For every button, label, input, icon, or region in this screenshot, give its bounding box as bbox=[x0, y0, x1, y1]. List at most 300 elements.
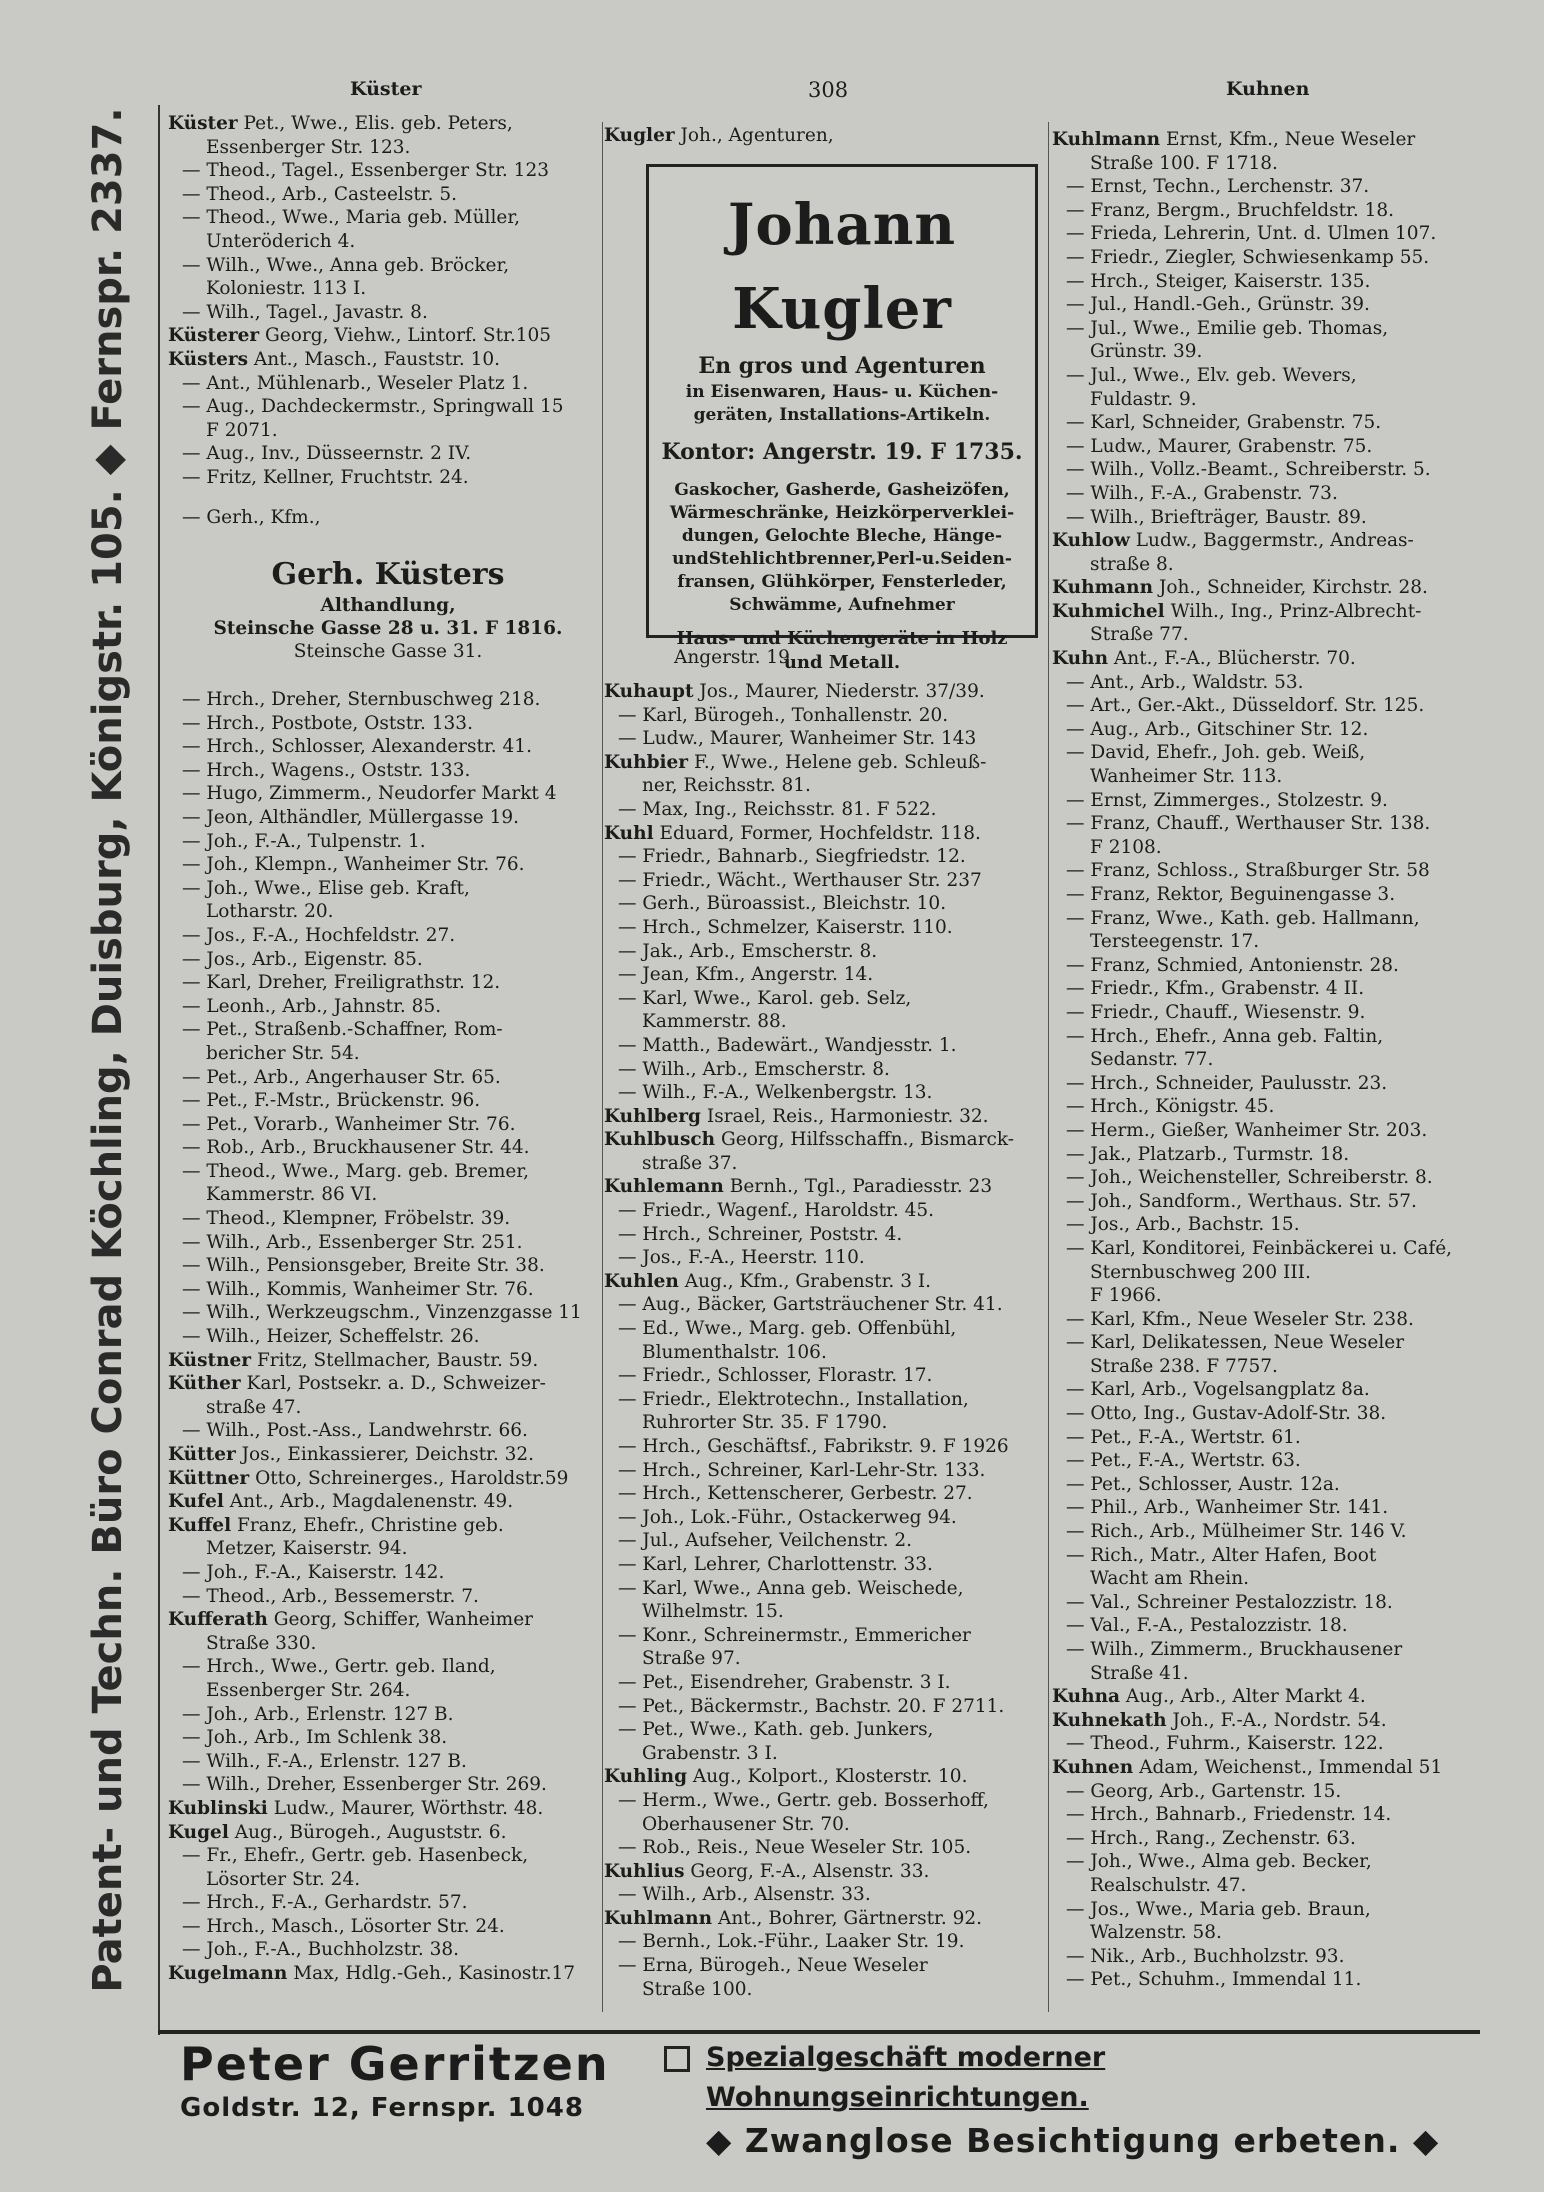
entry bbox=[168, 466, 608, 490]
entry: F 2108. bbox=[1090, 836, 1162, 858]
entry bbox=[168, 1372, 608, 1396]
entry bbox=[604, 727, 1044, 751]
entry-text: — Theod., Wwe., Maria geb. Müller, bbox=[182, 207, 521, 229]
entry-text: — Jean, Kfm., Angerstr. 14. bbox=[618, 964, 874, 986]
ad-line: En gros und Agenturen bbox=[698, 353, 986, 379]
entry: Sedanstr. 77. bbox=[1090, 1049, 1214, 1071]
entry-text: — Hrch., Postbote, Oststr. 133. bbox=[182, 712, 473, 734]
entry-text: — Wilh., F.-A., Grabenstr. 73. bbox=[1066, 482, 1338, 504]
entry bbox=[604, 1553, 1044, 1577]
entry-text: — Joh., Klempn., Wanheimer Str. 76. bbox=[182, 854, 525, 876]
entry bbox=[1052, 175, 1522, 199]
entry bbox=[1052, 1968, 1522, 1992]
entry-text: — Pet., Eisendreher, Grabenstr. 3 I. bbox=[618, 1671, 951, 1693]
entry-text: — Val., Schreiner Pestalozzistr. 18. bbox=[1066, 1591, 1393, 1613]
entry bbox=[1052, 1473, 1522, 1497]
entry-text: — Matth., Badewärt., Wandjesstr. 1. bbox=[618, 1034, 957, 1056]
entry: Straße 100. F 1718. bbox=[1090, 152, 1278, 174]
ad-line: Steinsche Gasse 28 u. 31. F 1816. bbox=[213, 618, 563, 639]
entry bbox=[168, 254, 608, 278]
gerh-kuesters-ad bbox=[168, 556, 608, 664]
entry-text: — Hrch., Dreher, Sternbuschweg 218. bbox=[182, 689, 541, 710]
entry-text: — Joh., F.-A., Buchholzstr. 38. bbox=[182, 1939, 460, 1961]
entry bbox=[1052, 1426, 1522, 1450]
entry bbox=[604, 704, 1044, 728]
entry-text: — Hrch., Königstr. 45. bbox=[1066, 1096, 1275, 1118]
ad-body-line: Schwämme, Aufnehmer bbox=[729, 595, 955, 615]
entry bbox=[1052, 812, 1522, 836]
entry-text: — Jak., Arb., Emscherstr. 8. bbox=[618, 940, 878, 962]
ad-line: Steinsche Gasse 31. bbox=[293, 641, 483, 662]
entry-text: — Hrch., Schmelzer, Kaiserstr. 110. bbox=[618, 916, 953, 938]
entry-text: — Hrch., Kettenscherer, Gerbestr. 27. bbox=[618, 1483, 973, 1505]
entry bbox=[168, 1419, 608, 1443]
entry bbox=[1052, 435, 1522, 459]
entry-text: — Hrch., Wwe., Gertr. geb. Iland, bbox=[182, 1656, 496, 1678]
entry bbox=[604, 680, 1044, 704]
entry bbox=[604, 1293, 1044, 1317]
entry bbox=[1052, 1732, 1522, 1756]
ad-line: Spezialgeschäft moderner Wohnungseinrichtungen. bbox=[706, 2042, 1106, 2113]
entry-text: — Theod., Wwe., Marg. geb. Bremer, bbox=[182, 1160, 530, 1182]
entry bbox=[1052, 907, 1522, 931]
column-2-after-ad bbox=[604, 646, 1044, 670]
surname: Kuhlemann bbox=[604, 1176, 724, 1198]
entry bbox=[1052, 718, 1522, 742]
entry: Angerstr. 19. bbox=[674, 647, 796, 668]
entry bbox=[168, 853, 608, 877]
entry-text: — Hrch., Rang., Zechenstr. 63. bbox=[1066, 1827, 1356, 1849]
entry bbox=[1052, 458, 1522, 482]
entry: Straße 100. bbox=[642, 1978, 753, 2000]
entry-text: — Pet., Bäckermstr., Bachstr. 20. F 2711. bbox=[618, 1695, 1005, 1717]
entry-text: Jos., Maurer, Niederstr. 37/39. bbox=[699, 681, 985, 702]
entry-text: — Theod., Fuhrm., Kaiserstr. 122. bbox=[1066, 1733, 1384, 1755]
entry-text: — Gerh., Kfm., bbox=[182, 506, 321, 528]
entry-text: — Val., F.-A., Pestalozzistr. 18. bbox=[1066, 1615, 1348, 1637]
entry-text: — Hugo, Zimmerm., Neudorfer Markt 4 bbox=[182, 783, 557, 805]
surname: Kugel bbox=[168, 1821, 229, 1843]
entry bbox=[1052, 883, 1522, 907]
entry bbox=[1052, 1308, 1522, 1332]
entry: Wacht am Rhein. bbox=[1090, 1568, 1249, 1590]
entry-text: Ant., Masch., Fauststr. 10. bbox=[253, 348, 501, 370]
entry-text: Georg, Schiffer, Wanheimer bbox=[273, 1609, 534, 1631]
surname: Küsters bbox=[168, 348, 249, 370]
surname: Kütter bbox=[168, 1444, 236, 1465]
entry-text: — Pet., Straßenb.-Schaffner, Rom- bbox=[182, 1019, 503, 1041]
entry: Straße 330. bbox=[206, 1632, 317, 1654]
entry: Koloniestr. 113 I. bbox=[206, 278, 367, 300]
entry-text: — Friedr., Bahnarb., Siegfriedstr. 12. bbox=[618, 846, 966, 868]
entry-text: — Bernh., Lok.-Führ., Laaker Str. 19. bbox=[618, 1931, 965, 1953]
entry-text: — Gerh., Büroassist., Bleichstr. 10. bbox=[618, 893, 947, 915]
entry bbox=[168, 372, 608, 396]
entry: Lösorter Str. 24. bbox=[206, 1868, 361, 1890]
entry-text: — Fr., Ehefr., Gertr. geb. Hasenbeck, bbox=[182, 1845, 529, 1867]
column-1-top bbox=[168, 112, 608, 529]
surname: Kuhling bbox=[604, 1766, 688, 1788]
entry bbox=[168, 1254, 608, 1278]
entry-text: — Karl, Wwe., Karol. geb. Selz, bbox=[618, 987, 912, 1009]
entry-text: — Joh., F.-A., Tulpenstr. 1. bbox=[182, 830, 426, 852]
surname: Küster bbox=[168, 113, 238, 134]
entry bbox=[1052, 1898, 1522, 1922]
entry: Walzenstr. 58. bbox=[1090, 1922, 1222, 1944]
entry-text: — Pet., F.-Mstr., Brückenstr. 96. bbox=[182, 1090, 481, 1112]
entry: bericher Str. 54. bbox=[206, 1042, 360, 1064]
entry-text: — Wilh., Arb., Emscherstr. 8. bbox=[618, 1058, 890, 1080]
entry bbox=[1052, 1850, 1522, 1874]
entry-text: — Wilh., Werkzeugschm., Vinzenzgasse 11 bbox=[182, 1302, 582, 1324]
entry: Unteröderich 4. bbox=[206, 230, 356, 252]
entry-text: Georg, Viehw., Lintorf. Str.105 bbox=[265, 325, 552, 347]
entry: Wanheimer Str. 113. bbox=[1090, 766, 1283, 788]
entry bbox=[168, 782, 608, 806]
entry bbox=[1052, 1213, 1522, 1237]
header-right: Kuhnen bbox=[1226, 78, 1310, 100]
entry bbox=[604, 1577, 1044, 1601]
entry-text: — Karl, Wwe., Anna geb. Weischede, bbox=[618, 1577, 964, 1599]
entry bbox=[168, 183, 608, 207]
entry-text: Aug., Bürogeh., Auguststr. 6. bbox=[234, 1821, 507, 1843]
entry-text: Pet., Wwe., Elis. geb. Peters, bbox=[243, 113, 513, 134]
entry-text: — Jos., Wwe., Maria geb. Braun, bbox=[1066, 1898, 1371, 1920]
entry-text: Joh., Schneider, Kirchstr. 28. bbox=[1158, 577, 1428, 599]
gerritzen-ad bbox=[180, 2036, 650, 2124]
entry bbox=[168, 1018, 608, 1042]
ad-kontor: Kontor: Angerstr. 19. F 1735. bbox=[661, 439, 1023, 465]
entry bbox=[168, 301, 608, 325]
entry-text: — Hrch., Geschäftsf., Fabrikstr. 9. F 1926 bbox=[618, 1436, 1009, 1457]
entry-text: — Hrch., Steiger, Kaiserstr. 135. bbox=[1066, 270, 1371, 292]
entry-text: Ludw., Maurer, Wörthstr. 48. bbox=[273, 1797, 544, 1819]
entry-text: Karl, Postsekr. a. D., Schweizer- bbox=[246, 1373, 546, 1395]
entry bbox=[1052, 1072, 1522, 1096]
entry bbox=[604, 1930, 1044, 1954]
entry bbox=[1052, 1520, 1522, 1544]
entry bbox=[604, 892, 1044, 916]
entry-text: — Wilh., F.-A., Erlenstr. 127 B. bbox=[182, 1750, 467, 1772]
entry-text: Ant., Bohrer, Gärtnerstr. 92. bbox=[717, 1907, 983, 1929]
entry-text: — Wilh., Dreher, Essenberger Str. 269. bbox=[182, 1774, 547, 1796]
entry bbox=[1052, 270, 1522, 294]
entry-text: — Pet., Schlosser, Austr. 12a. bbox=[1066, 1473, 1340, 1495]
entry bbox=[1052, 1119, 1522, 1143]
entry: ner, Reichsstr. 81. bbox=[642, 775, 811, 797]
entry-text: — Friedr., Wächt., Werthauser Str. 237 bbox=[618, 869, 982, 891]
entry bbox=[168, 806, 608, 830]
entry-text: — Rich., Arb., Mülheimer Str. 146 V. bbox=[1066, 1521, 1407, 1543]
entry bbox=[604, 1435, 1044, 1459]
entry-text: — Joh., Arb., Im Schlenk 38. bbox=[182, 1727, 448, 1749]
entry-text: — Jak., Platzarb., Turmstr. 18. bbox=[1066, 1143, 1350, 1165]
entry bbox=[168, 1136, 608, 1160]
entry bbox=[1052, 1449, 1522, 1473]
surname: Küther bbox=[168, 1373, 241, 1395]
entry bbox=[168, 348, 608, 372]
ad-line: geräten, Installations-Artikeln. bbox=[693, 405, 991, 425]
entry-text: — Wilh., Heizer, Scheffelstr. 26. bbox=[182, 1326, 480, 1348]
entry-text: — Karl, Delikatessen, Neue Weseler bbox=[1066, 1332, 1405, 1354]
entry-text: — Wilh., Kommis, Wanheimer Str. 76. bbox=[182, 1278, 534, 1300]
surname: Kuhn bbox=[1052, 648, 1109, 670]
entry bbox=[168, 1844, 608, 1868]
entry bbox=[604, 1388, 1044, 1412]
surname: Kuhmichel bbox=[1052, 600, 1165, 622]
entry-text: — Wilh., Tagel., Javastr. 8. bbox=[182, 301, 428, 323]
entry-text: — Fritz, Kellner, Fruchtstr. 24. bbox=[182, 466, 469, 488]
ad-name: Johann Kugler bbox=[727, 192, 957, 342]
entry-text: — Wilh., F.-A., Welkenbergstr. 13. bbox=[618, 1082, 933, 1104]
surname: Kuffel bbox=[168, 1514, 232, 1536]
ad-line: Haus- und Küchengeräte in Holz bbox=[676, 628, 1008, 649]
entry: straße 8. bbox=[1090, 553, 1174, 575]
entry bbox=[168, 1160, 608, 1184]
surname: Kuhlow bbox=[1052, 530, 1130, 552]
entry bbox=[604, 1246, 1044, 1270]
entry bbox=[604, 1364, 1044, 1388]
entry-text: — Aug., Dachdeckermstr., Springwall 15 bbox=[182, 396, 564, 418]
ad-address: Goldstr. 12, Fernspr. 1048 bbox=[180, 2093, 584, 2123]
entry bbox=[604, 1718, 1044, 1742]
entry bbox=[604, 869, 1044, 893]
entry-text: — Ant., Mühlenarb., Weseler Platz 1. bbox=[182, 372, 529, 394]
surname: Kublinski bbox=[168, 1797, 268, 1819]
entry bbox=[1052, 1190, 1522, 1214]
entry: Ruhrorter Str. 35. F 1790. bbox=[642, 1412, 888, 1434]
entry-text: — Karl, Dreher, Freiligrathstr. 12. bbox=[182, 972, 501, 994]
ad-line: und Metall. bbox=[783, 652, 901, 673]
entry bbox=[1052, 954, 1522, 978]
entry bbox=[604, 1175, 1044, 1199]
surname: Kuhlen bbox=[604, 1270, 679, 1292]
entry bbox=[1052, 1095, 1522, 1119]
entry-text: — Hrch., Schlosser, Alexanderstr. 41. bbox=[182, 736, 532, 758]
entry-text: — Franz, Wwe., Kath. geb. Hallmann, bbox=[1066, 907, 1420, 929]
entry-text: Wilh., Ing., Prinz-Albrecht- bbox=[1170, 600, 1422, 622]
entry-text: — Ed., Wwe., Marg. geb. Offenbühl, bbox=[618, 1318, 957, 1340]
entry bbox=[1052, 1638, 1522, 1662]
entry bbox=[1052, 529, 1522, 553]
entry: straße 47. bbox=[206, 1396, 302, 1418]
entry bbox=[604, 916, 1044, 940]
entry-text: Fritz, Stellmacher, Baustr. 59. bbox=[256, 1349, 539, 1371]
entry-text: — Hrch., Bahnarb., Friedenstr. 14. bbox=[1066, 1804, 1392, 1826]
entry-text: — Jul., Handl.-Geh., Grünstr. 39. bbox=[1066, 294, 1370, 316]
entry bbox=[604, 822, 1044, 846]
entry bbox=[168, 688, 608, 712]
entry: Straße 41. bbox=[1090, 1662, 1189, 1684]
ad-name: Peter Gerritzen bbox=[180, 2037, 610, 2091]
entry-text: — Karl, Bürogeh., Tonhallenstr. 20. bbox=[618, 704, 949, 726]
entry-text: — Friedr., Ziegler, Schwiesenkamp 55. bbox=[1066, 246, 1430, 268]
entry bbox=[604, 1081, 1044, 1105]
entry bbox=[168, 924, 608, 948]
entry-text: — Theod., Tagel., Essenberger Str. 123 bbox=[182, 160, 549, 182]
entry bbox=[168, 442, 608, 466]
entry bbox=[168, 877, 608, 901]
entry-text: — Theod., Arb., Bessemerstr. 7. bbox=[182, 1585, 479, 1607]
entry-text: — Jul., Wwe., Emilie geb. Thomas, bbox=[1066, 317, 1389, 339]
entry bbox=[1052, 1001, 1522, 1025]
entry bbox=[1052, 1614, 1522, 1638]
entry bbox=[1052, 246, 1522, 270]
entry bbox=[168, 1561, 608, 1585]
entry bbox=[168, 1655, 608, 1679]
entry-text: — Pet., Arb., Angerhauser Str. 65. bbox=[182, 1066, 501, 1088]
ad-line: Althandlung, bbox=[320, 595, 456, 616]
entry bbox=[1052, 506, 1522, 530]
entry bbox=[1052, 1378, 1522, 1402]
entry-text: — Rob., Reis., Neue Weseler Str. 105. bbox=[618, 1837, 972, 1859]
entry-text: — Otto, Ing., Gustav-Adolf-Str. 38. bbox=[1066, 1403, 1387, 1425]
entry-text: — Joh., Lok.-Führ., Ostackerweg 94. bbox=[618, 1506, 957, 1528]
entry-text: — Friedr., Chauff., Wiesenstr. 9. bbox=[1066, 1001, 1366, 1023]
entry: Kugler Joh., Agenturen, bbox=[604, 125, 834, 146]
surname: Küsterer bbox=[168, 325, 260, 347]
entry bbox=[168, 1703, 608, 1727]
entry bbox=[604, 1034, 1044, 1058]
entry-text: — Ant., Arb., Waldstr. 53. bbox=[1066, 671, 1304, 693]
entry-text: Bernh., Tgl., Paradiesstr. 23 bbox=[729, 1176, 993, 1198]
surname: Kufferath bbox=[168, 1609, 268, 1631]
entry-text: — Pet., Schuhm., Immendal 11. bbox=[1066, 1969, 1362, 1991]
entry-text: — Theod., Arb., Casteelstr. 5. bbox=[182, 183, 457, 205]
entry-text: — Wilh., Post.-Ass., Landwehrstr. 66. bbox=[182, 1420, 528, 1442]
entry bbox=[168, 1608, 608, 1632]
entry-text: — Wilh., Arb., Essenberger Str. 251. bbox=[182, 1231, 523, 1253]
entry-text: Ludw., Baggermstr., Andreas- bbox=[1135, 530, 1414, 552]
entry-text: — Max, Ing., Reichsstr. 81. F 522. bbox=[618, 798, 937, 820]
entry-text: — Pet., F.-A., Wertstr. 63. bbox=[1066, 1450, 1301, 1472]
entry-text: — Franz, Bergm., Bruchfeldstr. 18. bbox=[1066, 199, 1395, 221]
entry-text: — Joh., F.-A., Kaiserstr. 142. bbox=[182, 1561, 445, 1583]
entry-text: — Jos., Arb., Eigenstr. 85. bbox=[182, 948, 423, 970]
entry-text: — Jos., Arb., Bachstr. 15. bbox=[1066, 1214, 1300, 1236]
entry-text: — Joh., Sandform., Werthaus. Str. 57. bbox=[1066, 1190, 1417, 1212]
entry-text: — Jeon, Althändler, Müllergasse 19. bbox=[182, 806, 520, 828]
column-1-bottom bbox=[168, 688, 608, 1986]
surname: Kuhlmann bbox=[604, 1907, 713, 1929]
entry bbox=[1052, 1402, 1522, 1426]
entry bbox=[604, 1671, 1044, 1695]
entry-text: — Joh., Arb., Erlenstr. 127 B. bbox=[182, 1703, 454, 1725]
entry bbox=[168, 971, 608, 995]
entry: Essenberger Str. 123. bbox=[206, 136, 411, 158]
entry-text: — Karl, Lehrer, Charlottenstr. 33. bbox=[618, 1553, 933, 1575]
entry-text: — Konr., Schreinermstr., Emmericher bbox=[618, 1624, 971, 1646]
ad-name: Gerh. Küsters bbox=[271, 557, 505, 592]
entry bbox=[168, 1915, 608, 1939]
entry bbox=[168, 159, 608, 183]
entry bbox=[1052, 789, 1522, 813]
entry-text: — Wilh., Briefträger, Baustr. 89. bbox=[1066, 506, 1367, 528]
surname: Kuhlius bbox=[604, 1860, 685, 1882]
entry bbox=[1052, 1544, 1522, 1568]
entry: F 2071. bbox=[206, 419, 278, 441]
entry-text: — Leonh., Arb., Jahnstr. 85. bbox=[182, 995, 442, 1017]
entry bbox=[168, 1066, 608, 1090]
ad-body bbox=[659, 479, 1025, 617]
entry bbox=[168, 1467, 608, 1491]
entry-text: Adam, Weichenst., Immendal 51 bbox=[1139, 1756, 1443, 1778]
entry bbox=[1052, 600, 1522, 624]
entry-text: — Karl, Kfm., Neue Weseler Str. 238. bbox=[1066, 1308, 1414, 1330]
entry-text: — Friedr., Kfm., Grabenstr. 4 II. bbox=[1066, 978, 1365, 1000]
entry-text: Israel, Reis., Harmoniestr. 32. bbox=[706, 1105, 989, 1127]
entry-text: — Franz, Rektor, Beguinengasse 3. bbox=[1066, 884, 1396, 905]
ad-line: ◆ Zwanglose Besichtigung erbeten. ◆ bbox=[706, 2121, 1440, 2160]
ad-line: in Eisenwaren, Haus- u. Küchen- bbox=[685, 382, 999, 402]
entry-text: — Nik., Arb., Buchholzstr. 93. bbox=[1066, 1945, 1345, 1967]
entry bbox=[604, 1789, 1044, 1813]
entry-text: — Friedr., Elektrotechn., Installation, bbox=[618, 1388, 969, 1410]
entry bbox=[1052, 1827, 1522, 1851]
entry-text: — Ludw., Maurer, Wanheimer Str. 143 bbox=[618, 728, 977, 750]
entry-text: Georg, F.-A., Alsenstr. 33. bbox=[690, 1860, 930, 1882]
entry-text: — Joh., Wwe., Alma geb. Becker, bbox=[1066, 1851, 1372, 1873]
entry bbox=[604, 1506, 1044, 1530]
entry-text: — Ernst, Zimmerges., Stolzestr. 9. bbox=[1066, 789, 1388, 811]
entry bbox=[1052, 741, 1522, 765]
entry-text: — Ernst, Techn., Lerchenstr. 37. bbox=[1066, 176, 1370, 198]
entry bbox=[168, 1089, 608, 1113]
entry bbox=[168, 1231, 608, 1255]
entry bbox=[1052, 199, 1522, 223]
ad-body-line: Gaskocher, Gasherde, Gasheizöfen, bbox=[674, 480, 1010, 500]
entry-text: — Frieda, Lehrerin, Unt. d. Ulmen 107. bbox=[1066, 223, 1437, 245]
entry-text: — Wilh., Pensionsgeber, Breite Str. 38. bbox=[182, 1255, 545, 1277]
entry bbox=[604, 1459, 1044, 1483]
entry-text: — Friedr., Schlosser, Florastr. 17. bbox=[618, 1365, 933, 1387]
entry-text: — Wilh., Arb., Alsenstr. 33. bbox=[618, 1884, 871, 1906]
ad-body-line: Wärmeschränke, Heizkörperverklei- bbox=[669, 503, 1015, 523]
entry bbox=[1052, 293, 1522, 317]
entry bbox=[168, 1797, 608, 1821]
entry bbox=[604, 1482, 1044, 1506]
entry bbox=[604, 1317, 1044, 1341]
entry bbox=[1052, 1780, 1522, 1804]
surname: Kufel bbox=[168, 1491, 224, 1513]
entry-text: — Jul., Wwe., Elv. geb. Wevers, bbox=[1066, 364, 1357, 386]
entry bbox=[604, 845, 1044, 869]
entry-text: — Pet., F.-A., Wertstr. 61. bbox=[1066, 1426, 1301, 1448]
entry bbox=[604, 1058, 1044, 1082]
entry bbox=[168, 1443, 608, 1467]
square-ornament-icon bbox=[664, 2046, 690, 2072]
entry bbox=[1052, 1025, 1522, 1049]
entry bbox=[168, 1962, 608, 1986]
surname: Kuhlmann bbox=[1052, 129, 1161, 150]
entry bbox=[604, 1695, 1044, 1719]
entry-text: — Hrch., Ehefr., Anna geb. Faltin, bbox=[1066, 1025, 1384, 1047]
entry-text: Jos., Einkassierer, Deichstr. 32. bbox=[241, 1444, 535, 1465]
entry bbox=[1052, 1237, 1522, 1261]
entry-text: Aug., Kfm., Grabenstr. 3 I. bbox=[684, 1270, 932, 1292]
surname: Kugelmann bbox=[168, 1963, 288, 1985]
entry: Sternbuschweg 200 III. bbox=[1090, 1261, 1311, 1283]
entry-text: Joh., F.-A., Nordstr. 54. bbox=[1172, 1709, 1387, 1731]
column-2-top bbox=[604, 124, 1044, 148]
entry bbox=[168, 1821, 608, 1845]
entry bbox=[604, 1836, 1044, 1860]
entry bbox=[168, 1726, 608, 1750]
entry bbox=[1052, 482, 1522, 506]
entry-text: — Pet., Vorarb., Wanheimer Str. 76. bbox=[182, 1113, 516, 1135]
entry bbox=[1052, 1143, 1522, 1167]
entry bbox=[168, 1490, 608, 1514]
